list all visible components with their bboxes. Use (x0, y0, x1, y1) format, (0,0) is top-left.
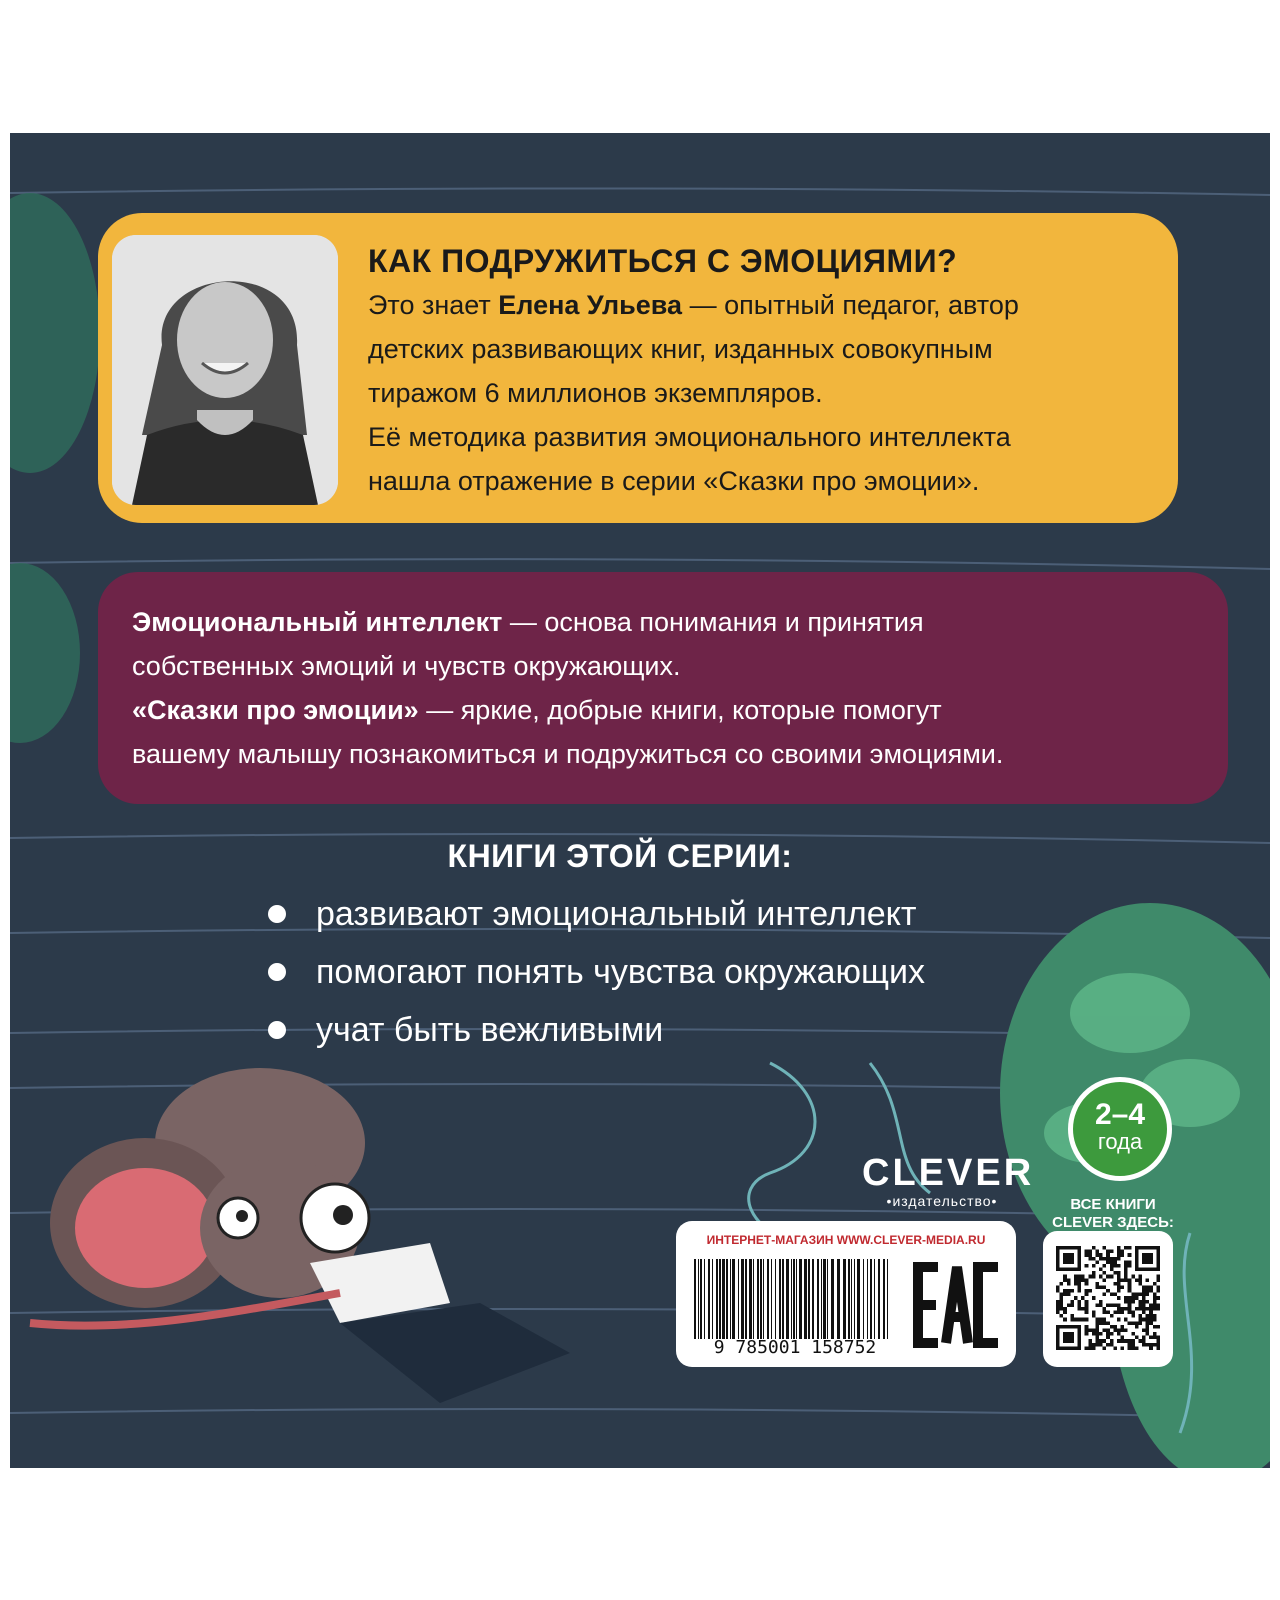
eac-mark-icon (912, 1259, 1002, 1351)
qr-caption-line-2: CLEVER ЗДЕСЬ: (1052, 1214, 1174, 1231)
list-item-text: учат быть вежливыми (316, 1010, 664, 1049)
age-badge (1068, 1077, 1172, 1181)
author-line-4: Её методика развития эмоционального интеллекта (368, 422, 1011, 452)
author-card (98, 213, 1178, 523)
ei-line-3-rest: — яркие, добрые книги, которые помогут (418, 695, 942, 725)
list-item-text: помогают понять чувства окружающих (316, 952, 925, 991)
list-item (268, 943, 925, 1001)
book-back-cover (10, 133, 1270, 1468)
isbn-number: 9 785001 158752 (713, 1337, 877, 1358)
barcode-icon (694, 1259, 890, 1339)
author-title: КАК ПОДРУЖИТЬСЯ С ЭМОЦИЯМИ? (368, 243, 958, 279)
publisher-logo (862, 1152, 1035, 1209)
author-line-1 (368, 283, 1158, 327)
author-line-5: нашла отражение в серии «Сказки про эмоции». (368, 466, 980, 496)
list-item (268, 1001, 925, 1059)
emotional-intelligence-card (98, 572, 1228, 804)
author-name: Елена Ульева (498, 290, 683, 320)
ei-line-1-rest: — основа понимания и принятия (502, 607, 924, 637)
ei-line-3 (132, 688, 1194, 732)
author-line-3: тиражом 6 миллионов экземпляров. (368, 378, 823, 408)
ei-line-2: собственных эмоций и чувств окружающих. (132, 651, 681, 681)
author-line-2: детских развивающих книг, изданных совокупным (368, 334, 993, 364)
mouse-illustration (30, 1068, 570, 1403)
list-item-text: развивают эмоциональный интеллект (316, 894, 917, 933)
ei-line-1-bold: Эмоциональный интеллект (132, 607, 503, 637)
ei-line-1 (132, 600, 1194, 644)
series-benefits-list (268, 885, 925, 1059)
ei-line-3-bold: «Сказки про эмоции» (132, 695, 419, 725)
bullet-icon (268, 963, 286, 981)
bullet-icon (268, 905, 286, 923)
list-item (268, 885, 925, 943)
age-range: 2–4 (1094, 1098, 1146, 1131)
author-text (368, 239, 1158, 503)
age-unit: года (1097, 1129, 1143, 1154)
barcode-panel (676, 1221, 1016, 1367)
ei-line-4: вашему малышу познакомиться и подружиться со своими эмоциями. (132, 739, 1004, 769)
author-line-1-post: — опытный педагог, автор (682, 290, 1019, 320)
qr-code-panel[interactable] (1043, 1231, 1173, 1367)
author-line-1-pre: Это знает (368, 290, 499, 320)
author-photo (112, 235, 338, 505)
bullet-icon (268, 1021, 286, 1039)
shop-link[interactable]: ИНТЕРНЕТ-МАГАЗИН WWW.CLEVER-MEDIA.RU (706, 1233, 986, 1247)
series-title: КНИГИ ЭТОЙ СЕРИИ: (447, 838, 793, 874)
qr-code-icon[interactable] (1056, 1246, 1160, 1350)
qr-caption-line-1: ВСЕ КНИГИ (1070, 1196, 1156, 1213)
publisher-subtitle: •издательство• (886, 1193, 998, 1209)
qr-caption (1038, 1196, 1188, 1232)
publisher-name: CLEVER (862, 1152, 1035, 1194)
